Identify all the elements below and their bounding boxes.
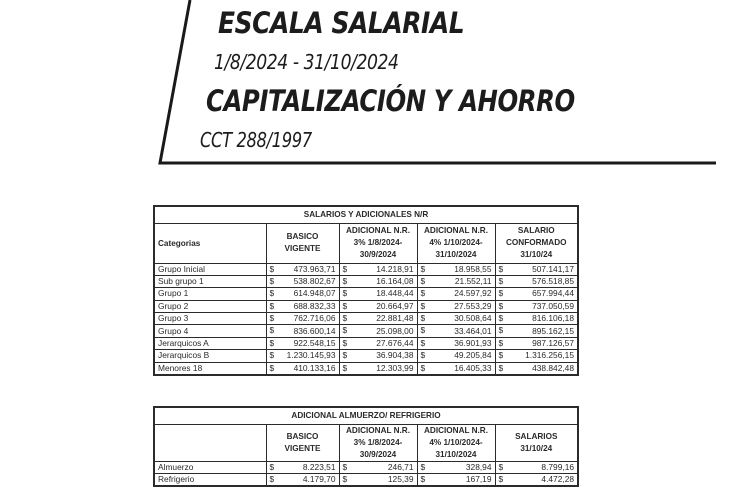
amount-value: 167,19: [465, 474, 492, 485]
cell-total: [495, 275, 578, 287]
currency-symbol: $: [498, 325, 504, 336]
document-title: ESCALA SALARIAL: [218, 6, 465, 40]
currency-symbol: $: [269, 474, 275, 485]
amount-value: 25.098,00: [376, 325, 414, 336]
cell-nr3: [339, 362, 417, 375]
cell-nr3: [339, 300, 417, 312]
sector-subtitle: CAPITALIZACIÓN Y AHORRO: [206, 84, 575, 118]
amount-value: 14.218,91: [376, 263, 414, 274]
cell-total: [495, 337, 578, 349]
amount-value: 16.405,33: [454, 362, 492, 373]
amount-value: 21.552,11: [454, 276, 492, 287]
table-title: SALARIOS Y ADICIONALES N/R: [154, 206, 578, 223]
cell-nr4: [417, 350, 495, 362]
cell-nr4: [417, 337, 495, 349]
currency-symbol: $: [420, 362, 426, 373]
collective-agreement: CCT 288/1997: [200, 128, 312, 152]
currency-symbol: $: [420, 288, 426, 299]
col-header-total: SALARIO CONFORMADO 31/10/24: [495, 223, 578, 263]
table-row: [154, 337, 578, 349]
currency-symbol: $: [269, 350, 275, 361]
cell-nr3: [339, 350, 417, 362]
row-category: Jerarquicos A: [154, 337, 266, 349]
table-row: [154, 350, 578, 362]
cell-nr4: [417, 300, 495, 312]
currency-symbol: $: [342, 461, 348, 472]
amount-value: 125,39: [387, 474, 414, 485]
currency-symbol: $: [498, 313, 504, 324]
cell-basic: [266, 350, 339, 362]
row-category: Menores 18: [154, 362, 266, 375]
amount-value: 538.802,67: [293, 276, 336, 287]
col-header-category: [154, 424, 266, 461]
amount-value: 27.553,29: [454, 300, 492, 311]
currency-symbol: $: [342, 300, 348, 311]
cell-nr4: [417, 263, 495, 275]
col-header-nr3: ADICIONAL N.R. 3% 1/8/2024- 30/9/2024: [339, 223, 417, 263]
currency-symbol: $: [498, 350, 504, 361]
currency-symbol: $: [269, 325, 275, 336]
row-category: Grupo 2: [154, 300, 266, 312]
currency-symbol: $: [420, 325, 426, 336]
currency-symbol: $: [498, 275, 504, 286]
amount-value: 328,94: [465, 461, 492, 472]
amount-value: 816.106,18: [532, 313, 574, 324]
amount-value: 22.881,48: [376, 313, 414, 324]
amount-value: 36.901,93: [454, 338, 492, 349]
cell-basic: [266, 325, 339, 337]
amount-value: 49.205,84: [454, 350, 492, 361]
currency-symbol: $: [420, 350, 426, 361]
currency-symbol: $: [342, 325, 348, 336]
amount-value: 762.716,06: [293, 313, 336, 324]
cell-basic: [266, 474, 339, 487]
cell-nr4: [417, 313, 495, 325]
cell-total: [495, 313, 578, 325]
cell-nr4: [417, 325, 495, 337]
cell-nr4: [417, 461, 495, 474]
table-row: [154, 461, 578, 474]
col-header-nr3: ADICIONAL N.R. 3% 1/8/2024- 30/9/2024: [339, 424, 417, 461]
cell-basic: [266, 288, 339, 300]
meals-table: [153, 406, 579, 487]
cell-nr3: [339, 313, 417, 325]
currency-symbol: $: [342, 474, 348, 485]
currency-symbol: $: [269, 313, 275, 324]
cell-nr3: [339, 461, 417, 474]
cell-total: [495, 263, 578, 275]
amount-value: 737.050,59: [532, 300, 574, 311]
currency-symbol: $: [420, 275, 426, 286]
table-row: [154, 263, 578, 275]
row-category: Sub grupo 1: [154, 275, 266, 287]
amount-value: 576.518,85: [532, 276, 574, 287]
currency-symbol: $: [269, 461, 275, 472]
amount-value: 410.133,16: [293, 362, 336, 373]
currency-symbol: $: [342, 350, 348, 361]
amount-value: 614.948,07: [293, 288, 336, 299]
table-row: [154, 474, 578, 487]
cell-total: [495, 362, 578, 375]
cell-basic: [266, 313, 339, 325]
amount-value: 20.664,97: [376, 300, 414, 311]
cell-basic: [266, 362, 339, 375]
cell-nr3: [339, 275, 417, 287]
table-row: [154, 325, 578, 337]
amount-value: 24.597,92: [454, 288, 492, 299]
amount-value: 1.316.256,15: [525, 350, 574, 361]
currency-symbol: $: [420, 461, 426, 472]
amount-value: 246,71: [387, 461, 414, 472]
amount-value: 12.303,99: [376, 362, 414, 373]
col-header-category: Categorias: [154, 223, 266, 263]
table-title-row: [154, 407, 578, 424]
cell-basic: [266, 337, 339, 349]
amount-value: 657.994,44: [532, 288, 574, 299]
currency-symbol: $: [269, 362, 275, 373]
currency-symbol: $: [269, 288, 275, 299]
column-header-row: [154, 223, 578, 263]
col-header-nr4: ADICIONAL N.R. 4% 1/10/2024- 31/10/2024: [417, 424, 495, 461]
col-header-nr4: ADICIONAL N.R. 4% 1/10/2024- 31/10/2024: [417, 223, 495, 263]
currency-symbol: $: [498, 300, 504, 311]
amount-value: 438.842,48: [532, 362, 574, 373]
currency-symbol: $: [498, 337, 504, 348]
amount-value: 473.963,71: [293, 263, 336, 274]
currency-symbol: $: [420, 313, 426, 324]
cell-total: [495, 461, 578, 474]
cell-total: [495, 288, 578, 300]
amount-value: 836.600,14: [293, 325, 336, 336]
cell-nr4: [417, 275, 495, 287]
cell-nr3: [339, 337, 417, 349]
amount-value: 4.472,28: [541, 474, 575, 485]
currency-symbol: $: [342, 337, 348, 348]
table-row: [154, 300, 578, 312]
validity-period: 1/8/2024 - 31/10/2024: [214, 50, 399, 74]
amount-value: 27.676,44: [376, 338, 414, 349]
cell-nr3: [339, 263, 417, 275]
amount-value: 36.904,38: [376, 350, 414, 361]
amount-value: 895.162,15: [532, 325, 574, 336]
cell-nr3: [339, 474, 417, 487]
currency-symbol: $: [420, 337, 426, 348]
currency-symbol: $: [342, 313, 348, 324]
table-row: [154, 288, 578, 300]
currency-symbol: $: [498, 288, 504, 299]
cell-basic: [266, 275, 339, 287]
currency-symbol: $: [269, 300, 275, 311]
currency-symbol: $: [498, 461, 504, 472]
amount-value: 8.799,16: [541, 461, 575, 472]
currency-symbol: $: [269, 275, 275, 286]
currency-symbol: $: [498, 474, 504, 485]
row-category: Refrigerio: [154, 474, 266, 487]
currency-symbol: $: [498, 263, 504, 274]
currency-symbol: $: [342, 288, 348, 299]
cell-nr4: [417, 288, 495, 300]
cell-nr3: [339, 325, 417, 337]
currency-symbol: $: [269, 337, 275, 348]
cell-total: [495, 325, 578, 337]
table-row: [154, 275, 578, 287]
row-category: Almuerzo: [154, 461, 266, 474]
table-title: ADICIONAL ALMUERZO/ REFRIGERIO: [154, 407, 578, 424]
currency-symbol: $: [420, 474, 426, 485]
col-header-total: SALARIOS 31/10/24: [495, 424, 578, 461]
table-row: [154, 313, 578, 325]
column-header-row: [154, 424, 578, 461]
amount-value: 30.508,64: [454, 313, 492, 324]
cell-nr4: [417, 362, 495, 375]
table-row: [154, 362, 578, 375]
row-category: Grupo Inicial: [154, 263, 266, 275]
cell-nr3: [339, 288, 417, 300]
amount-value: 922.548,15: [293, 338, 336, 349]
cell-total: [495, 300, 578, 312]
cell-basic: [266, 461, 339, 474]
cell-basic: [266, 300, 339, 312]
row-category: Grupo 4: [154, 325, 266, 337]
col-header-basic: BASICO VIGENTE: [266, 424, 339, 461]
amount-value: 18.958,55: [454, 263, 492, 274]
cell-nr4: [417, 474, 495, 487]
currency-symbol: $: [498, 362, 504, 373]
currency-symbol: $: [342, 275, 348, 286]
col-header-basic: BASICO VIGENTE: [266, 223, 339, 263]
amount-value: 987.126,57: [532, 338, 574, 349]
currency-symbol: $: [420, 263, 426, 274]
cell-basic: [266, 263, 339, 275]
amount-value: 507.141,17: [532, 263, 574, 274]
amount-value: 33.464,01: [454, 325, 492, 336]
salaries-table: [153, 205, 579, 376]
amount-value: 1.230.145,93: [286, 350, 336, 361]
amount-value: 16.164,08: [376, 276, 414, 287]
row-category: Grupo 3: [154, 313, 266, 325]
currency-symbol: $: [420, 300, 426, 311]
table-title-row: [154, 206, 578, 223]
cell-total: [495, 350, 578, 362]
amount-value: 8.223,51: [302, 461, 336, 472]
amount-value: 18.448,44: [376, 288, 414, 299]
row-category: Grupo 1: [154, 288, 266, 300]
currency-symbol: $: [342, 362, 348, 373]
row-category: Jerarquicos B: [154, 350, 266, 362]
amount-value: 4.179,70: [302, 474, 336, 485]
amount-value: 688.832,33: [293, 300, 336, 311]
currency-symbol: $: [269, 263, 275, 274]
currency-symbol: $: [342, 263, 348, 274]
cell-total: [495, 474, 578, 487]
